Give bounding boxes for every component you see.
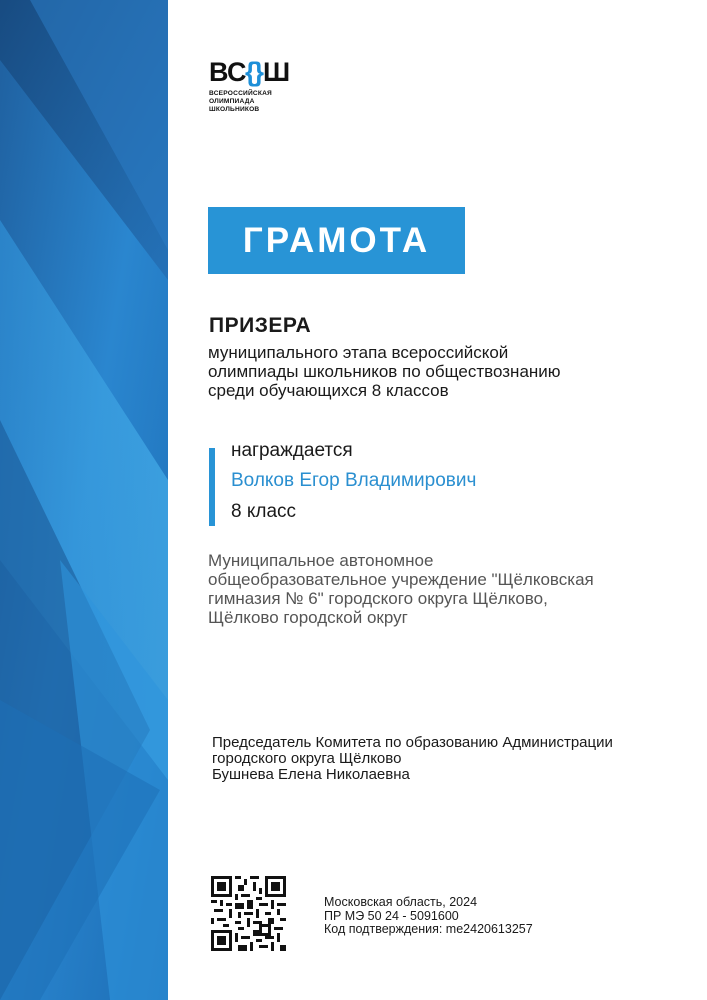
logo-subtitle bbox=[209, 90, 339, 114]
decorative-side-panel bbox=[0, 0, 168, 1000]
footer-registry-number: ПР МЭ 50 24 - 5091600 bbox=[324, 908, 459, 923]
footer-confirmation-code: Код подтверждения: me2420613257 bbox=[324, 922, 533, 936]
olympiad-logo bbox=[209, 57, 339, 114]
logo-subtitle-line: ОЛИМПИАДА bbox=[209, 98, 255, 105]
certificate-title-banner bbox=[208, 207, 465, 274]
signer-block bbox=[212, 735, 682, 783]
certificate-description bbox=[208, 343, 628, 400]
recipient-name: Волков Егор Владимирович bbox=[231, 470, 477, 491]
school-line: гимназия № 6" городского округа Щёлково, bbox=[208, 589, 548, 608]
school-name bbox=[208, 551, 668, 627]
description-line: среди обучающихся 8 классов bbox=[208, 381, 449, 400]
logo-subtitle-line: ШКОЛЬНИКОВ bbox=[209, 106, 260, 113]
signer-position: Председатель Комитета по образованию Администрации bbox=[212, 734, 613, 751]
signer-name: Бушнева Елена Николаевна bbox=[212, 766, 410, 783]
school-line: Щёлково городской округ bbox=[208, 608, 408, 627]
logo-brace-open: { bbox=[244, 57, 256, 87]
logo-letters-right: Ш bbox=[263, 57, 290, 87]
award-accent-bar bbox=[209, 448, 215, 526]
qr-code-icon bbox=[211, 876, 286, 951]
signer-position-cont: городского округа Щёлково bbox=[212, 750, 402, 767]
logo-subtitle-line: ВСЕРОССИЙСКАЯ bbox=[209, 90, 272, 97]
description-line: муниципального этапа всероссийской bbox=[208, 343, 509, 362]
logo-brace-close: } bbox=[253, 57, 264, 87]
certificate-role: ПРИЗЕРА bbox=[209, 314, 312, 337]
school-line: Муниципальное автономное bbox=[208, 551, 434, 570]
footer-info bbox=[324, 896, 533, 937]
certificate-title: ГРАМОТА bbox=[242, 220, 431, 260]
school-line: общеобразовательное учреждение "Щёлковская bbox=[208, 570, 594, 589]
description-line: олимпиады школьников по обществознанию bbox=[208, 362, 561, 381]
logo-letters-left: ВС bbox=[209, 57, 246, 87]
recipient-grade: 8 класс bbox=[231, 501, 297, 522]
logo-mark bbox=[209, 57, 339, 87]
footer-region-year: Московская область, 2024 bbox=[324, 895, 478, 909]
award-label: награждается bbox=[231, 440, 353, 461]
